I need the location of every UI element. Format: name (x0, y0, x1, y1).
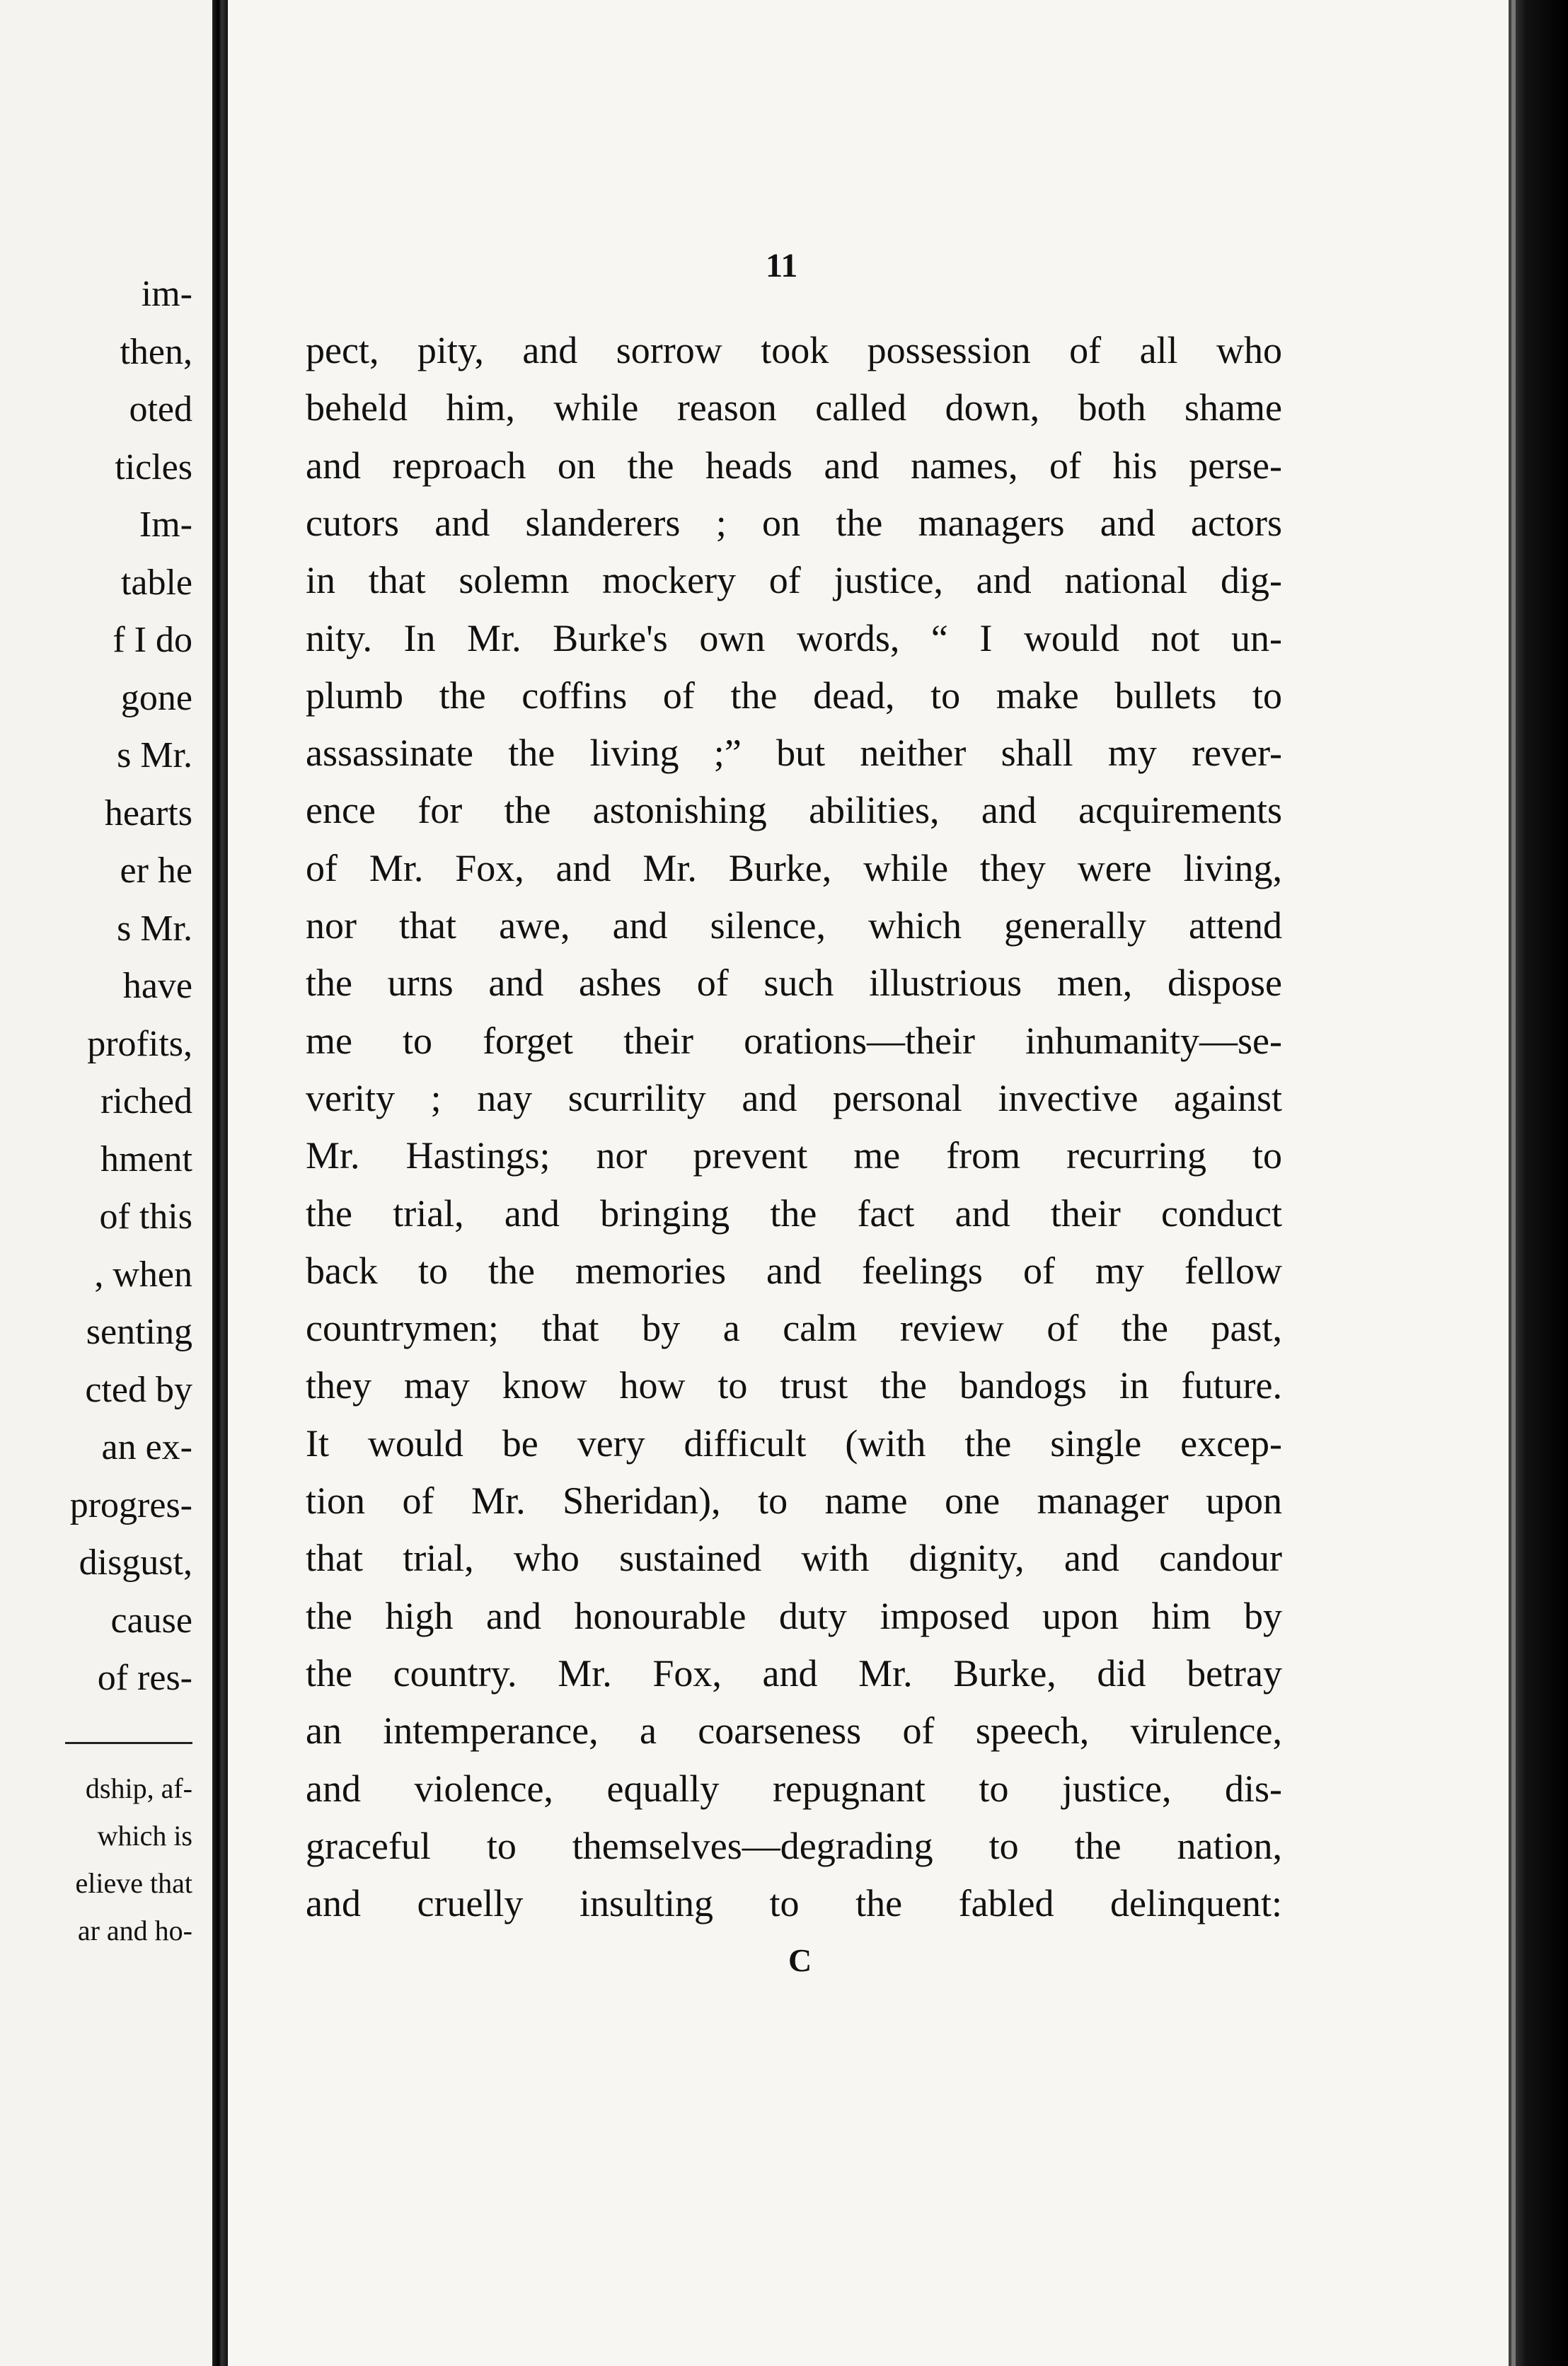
page-number: 11 (766, 247, 798, 284)
body-text-line: and cruelly insulting to the fabled delinquent: (306, 1882, 1282, 1925)
previous-page-footnote-line: ar and ho- (77, 1915, 192, 1946)
body-text-line: and reproach on the heads and names, of his perse- (306, 444, 1282, 487)
body-text-line: ence for the astonishing abilities, and acquirements (306, 789, 1282, 832)
book-page (228, 0, 1509, 2366)
previous-page-line: Im- (139, 504, 192, 545)
previous-page-line: im- (141, 274, 192, 314)
page-edge-line (1511, 0, 1516, 2366)
previous-page-fragment (0, 0, 212, 2366)
footnote-rule (65, 1742, 192, 1744)
previous-page-line: of res- (97, 1658, 192, 1698)
body-text-line: graceful to themselves—degrading to the nation, (306, 1824, 1282, 1867)
previous-page-footnote-line: dship, af- (85, 1772, 192, 1804)
body-text-line: the trial, and bringing the fact and their conduct (306, 1191, 1282, 1235)
body-text-line: tion of Mr. Sheridan), to name one manager upon (306, 1479, 1282, 1522)
body-text-line: the country. Mr. Fox, and Mr. Burke, did betray (306, 1651, 1282, 1695)
previous-page-line: table (120, 562, 192, 603)
previous-page-line: hearts (104, 792, 192, 833)
previous-page-line: cause (110, 1600, 192, 1641)
body-text-line: back to the memories and feelings of my fellow (306, 1249, 1282, 1292)
body-text-line: in that solemn mockery of justice, and national dig- (306, 559, 1282, 602)
previous-page-line: senting (86, 1312, 192, 1352)
previous-page-line: hment (100, 1138, 192, 1179)
body-text-line: assassinate the living ;” but neither shall my rever- (306, 732, 1282, 775)
body-text-line: that trial, who sustained with dignity, and candour (306, 1537, 1282, 1580)
book-gutter (212, 0, 228, 2366)
body-text-line: nity. In Mr. Burke's own words, “ I would not un- (306, 616, 1282, 659)
body-text-line: of Mr. Fox, and Mr. Burke, while they were living, (306, 846, 1282, 889)
scan-edge (1509, 0, 1568, 2366)
previous-page-line: gone (120, 677, 192, 718)
previous-page-footnote-line: elieve that (75, 1867, 192, 1899)
body-text-line: me to forget their orations—their inhumanity—se- (306, 1019, 1282, 1062)
previous-page-line: , when (94, 1254, 192, 1295)
previous-page-line: cted by (85, 1369, 192, 1410)
previous-page-line: progres- (69, 1484, 192, 1525)
previous-page-line: of this (99, 1196, 192, 1237)
body-text-line: Mr. Hastings; nor prevent me from recurring to (306, 1134, 1282, 1177)
body-text-line: nor that awe, and silence, which generally attend (306, 904, 1282, 947)
previous-page-line: riched (100, 1081, 192, 1121)
previous-page-line: ticles (115, 446, 192, 487)
body-text-line: beheld him, while reason called down, both shame (306, 386, 1282, 429)
body-text-line: the urns and ashes of such illustrious men, dispose (306, 962, 1282, 1005)
body-text-line: the high and honourable duty imposed upon him by (306, 1594, 1282, 1637)
body-text-line: they may know how to trust the bandogs in future. (306, 1364, 1282, 1407)
body-text-line: pect, pity, and sorrow took possession of all who (306, 329, 1282, 371)
previous-page-line: then, (120, 331, 192, 372)
body-text-line: verity ; nay scurrility and personal invective against (306, 1076, 1282, 1119)
previous-page-line: s Mr. (117, 735, 192, 775)
body-text-line: It would be very difficult (with the single excep- (306, 1421, 1282, 1465)
body-text-line: countrymen; that by a calm review of the past, (306, 1307, 1282, 1350)
previous-page-line: oted (129, 389, 192, 429)
previous-page-line: profits, (87, 1023, 192, 1064)
previous-page-line: f I do (113, 620, 192, 660)
previous-page-line: disgust, (79, 1542, 192, 1583)
previous-page-footnote-line: which is (97, 1820, 192, 1852)
body-text-line: plumb the coffins of the dead, to make bullets to (306, 674, 1282, 717)
signature-mark: C (788, 1942, 812, 1978)
body-text-line: cutors and slanderers ; on the managers and actors (306, 501, 1282, 544)
previous-page-line: have (122, 966, 192, 1006)
body-text-line: and violence, equally repugnant to justice, dis- (306, 1767, 1282, 1810)
previous-page-line: an ex- (101, 1427, 192, 1467)
body-text-line: an intemperance, a coarseness of speech, virulence, (306, 1709, 1282, 1753)
previous-page-line: s Mr. (117, 908, 192, 949)
previous-page-line: er he (120, 850, 192, 891)
